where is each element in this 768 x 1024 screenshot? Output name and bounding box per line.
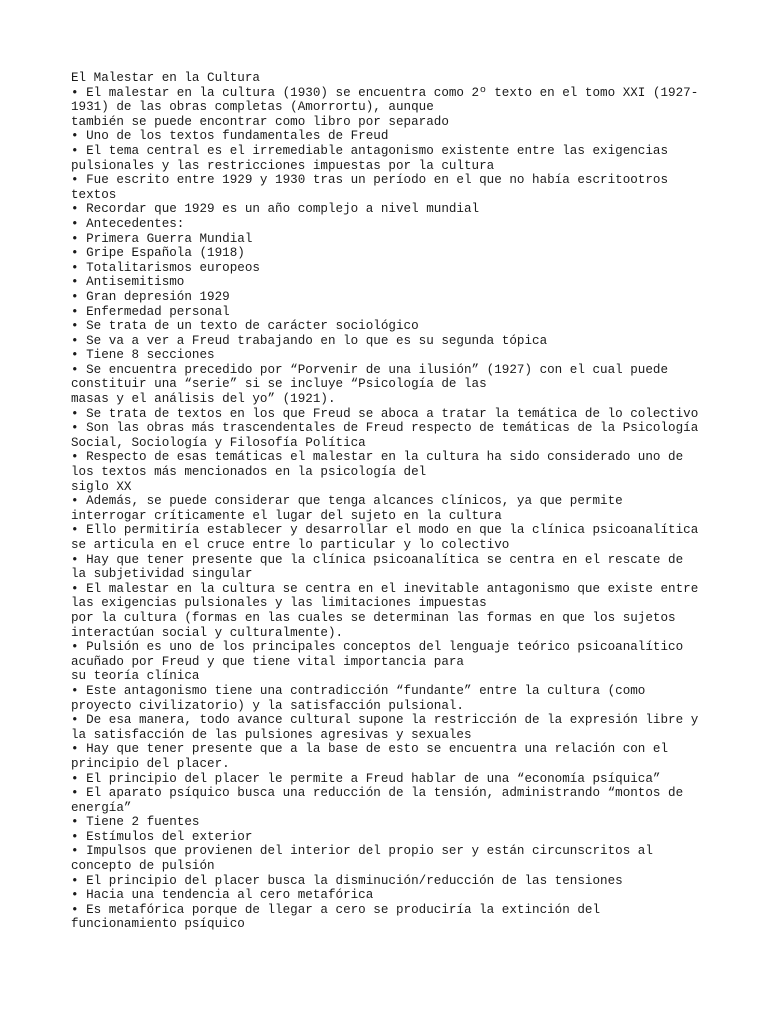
text-line: masas y el análisis del yo” (1921). (71, 392, 336, 407)
text-line: • El aparato psíquico busca una reducción de la tensión, administrando “montos de (71, 786, 684, 801)
text-line: • Uno de los textos fundamentales de Freud (71, 129, 389, 144)
text-line: • Fue escrito entre 1929 y 1930 tras un período en el que no había escritootros (71, 173, 669, 188)
text-line: • El principio del placer le permite a Freud hablar de una “economía psíquica” (71, 771, 661, 786)
text-line: • El malestar en la cultura (1930) se encuentra como 2º texto en el tomo XXI (1927- (71, 85, 699, 100)
text-line: • Totalitarismos europeos (71, 260, 260, 275)
text-line: interrogar críticamente el lugar del sujeto en la cultura (71, 508, 502, 523)
text-line: • Tiene 2 fuentes (71, 815, 200, 830)
text-line: • Recordar que 1929 es un año complejo a nivel mundial (71, 202, 480, 217)
text-line: la satisfacción de las pulsiones agresivas y sexuales (71, 727, 472, 742)
text-line: acuñado por Freud y que tiene vital importancia para (71, 654, 464, 669)
text-line: • Estímulos del exterior (71, 829, 253, 844)
text-line: • Gran depresión 1929 (71, 289, 230, 304)
text-line: • Impulsos que provienen del interior del propio ser y están circunscritos al (71, 844, 653, 859)
text-line: • Se trata de un texto de carácter sociológico (71, 319, 419, 334)
text-line: • Es metafórica porque de llegar a cero se produciría la extinción del (71, 902, 601, 917)
text-line: • Tiene 8 secciones (71, 348, 215, 363)
text-line: • El principio del placer busca la disminución/reducción de las tensiones (71, 873, 623, 888)
text-line: • El tema central es el irremediable antagonismo existente entre las exigencias (71, 143, 669, 158)
text-line: • Hay que tener presente que a la base de esto se encuentra una relación con el (71, 742, 669, 757)
text-line: pulsionales y las restricciones impuestas por la cultura (71, 158, 495, 173)
text-line: • Hacia una tendencia al cero metafórica (71, 888, 374, 903)
text-line: las exigencias pulsionales y las limitaciones impuestas (71, 596, 487, 611)
text-line: • Gripe Española (1918) (71, 246, 245, 261)
text-line: por la cultura (formas en las cuales se determinan las formas en que los sujetos (71, 610, 676, 625)
text-line: • Este antagonismo tiene una contradicción “fundante” entre la cultura (como (71, 683, 646, 698)
text-line: • Enfermedad personal (71, 304, 230, 319)
text-line: energía” (71, 800, 132, 815)
text-line: • El malestar en la cultura se centra en el inevitable antagonismo que existe entre (71, 581, 699, 596)
text-line: concepto de pulsión (71, 859, 215, 874)
document-page (71, 71, 711, 932)
text-line: • Ello permitiría establecer y desarrollar el modo en que la clínica psicoanalítica (71, 523, 699, 538)
text-line: funcionamiento psíquico (71, 917, 245, 932)
text-line: proyecto civilizatorio) y la satisfacción pulsional. (71, 698, 464, 713)
text-line: principio del placer. (71, 756, 230, 771)
document-title: El Malestar en la Cultura (71, 71, 260, 85)
text-line: su teoría clínica (71, 669, 200, 684)
text-line: interactúan social y culturalmente). (71, 625, 344, 640)
text-line: • Además, se puede considerar que tenga alcances clínicos, ya que permite (71, 494, 623, 509)
text-line: también se puede encontrar como libro por separado (71, 114, 449, 129)
text-line: • Se va a ver a Freud trabajando en lo que es su segunda tópica (71, 333, 548, 348)
text-line: • Se encuentra precedido por “Porvenir de una ilusión” (1927) con el cual puede (71, 362, 669, 377)
text-line: • Primera Guerra Mundial (71, 231, 253, 246)
text-line: Social, Sociología y Filosofía Política (71, 435, 366, 450)
text-line: • Respecto de esas temáticas el malestar en la cultura ha sido considerado uno de (71, 450, 684, 465)
text-line: la subjetividad singular (71, 567, 253, 582)
text-line: se articula en el cruce entre lo particular y lo colectivo (71, 538, 510, 552)
text-line: • Hay que tener presente que la clínica psicoanalítica se centra en el rescate de (71, 552, 684, 567)
text-line: siglo XX (71, 479, 132, 494)
text-line: • Pulsión es uno de los principales conceptos del lenguaje teórico psicoanalítico (71, 640, 684, 655)
text-line: • Antisemitismo (71, 275, 185, 290)
text-line: los textos más mencionados en la psicología del (71, 465, 427, 480)
text-line: • De esa manera, todo avance cultural supone la restricción de la expresión libre y (71, 713, 699, 728)
text-line: constituir una “serie” si se incluye “Psicología de las (71, 377, 487, 392)
text-line: • Son las obras más trascendentales de Freud respecto de temáticas de la Psicología (71, 421, 699, 436)
text-line: • Antecedentes: (71, 216, 185, 231)
text-line: 1931) de las obras completas (Amorrortu), aunque (71, 100, 434, 115)
text-line: textos (71, 187, 117, 202)
text-line: • Se trata de textos en los que Freud se aboca a tratar la temática de lo colectivo (71, 406, 699, 421)
